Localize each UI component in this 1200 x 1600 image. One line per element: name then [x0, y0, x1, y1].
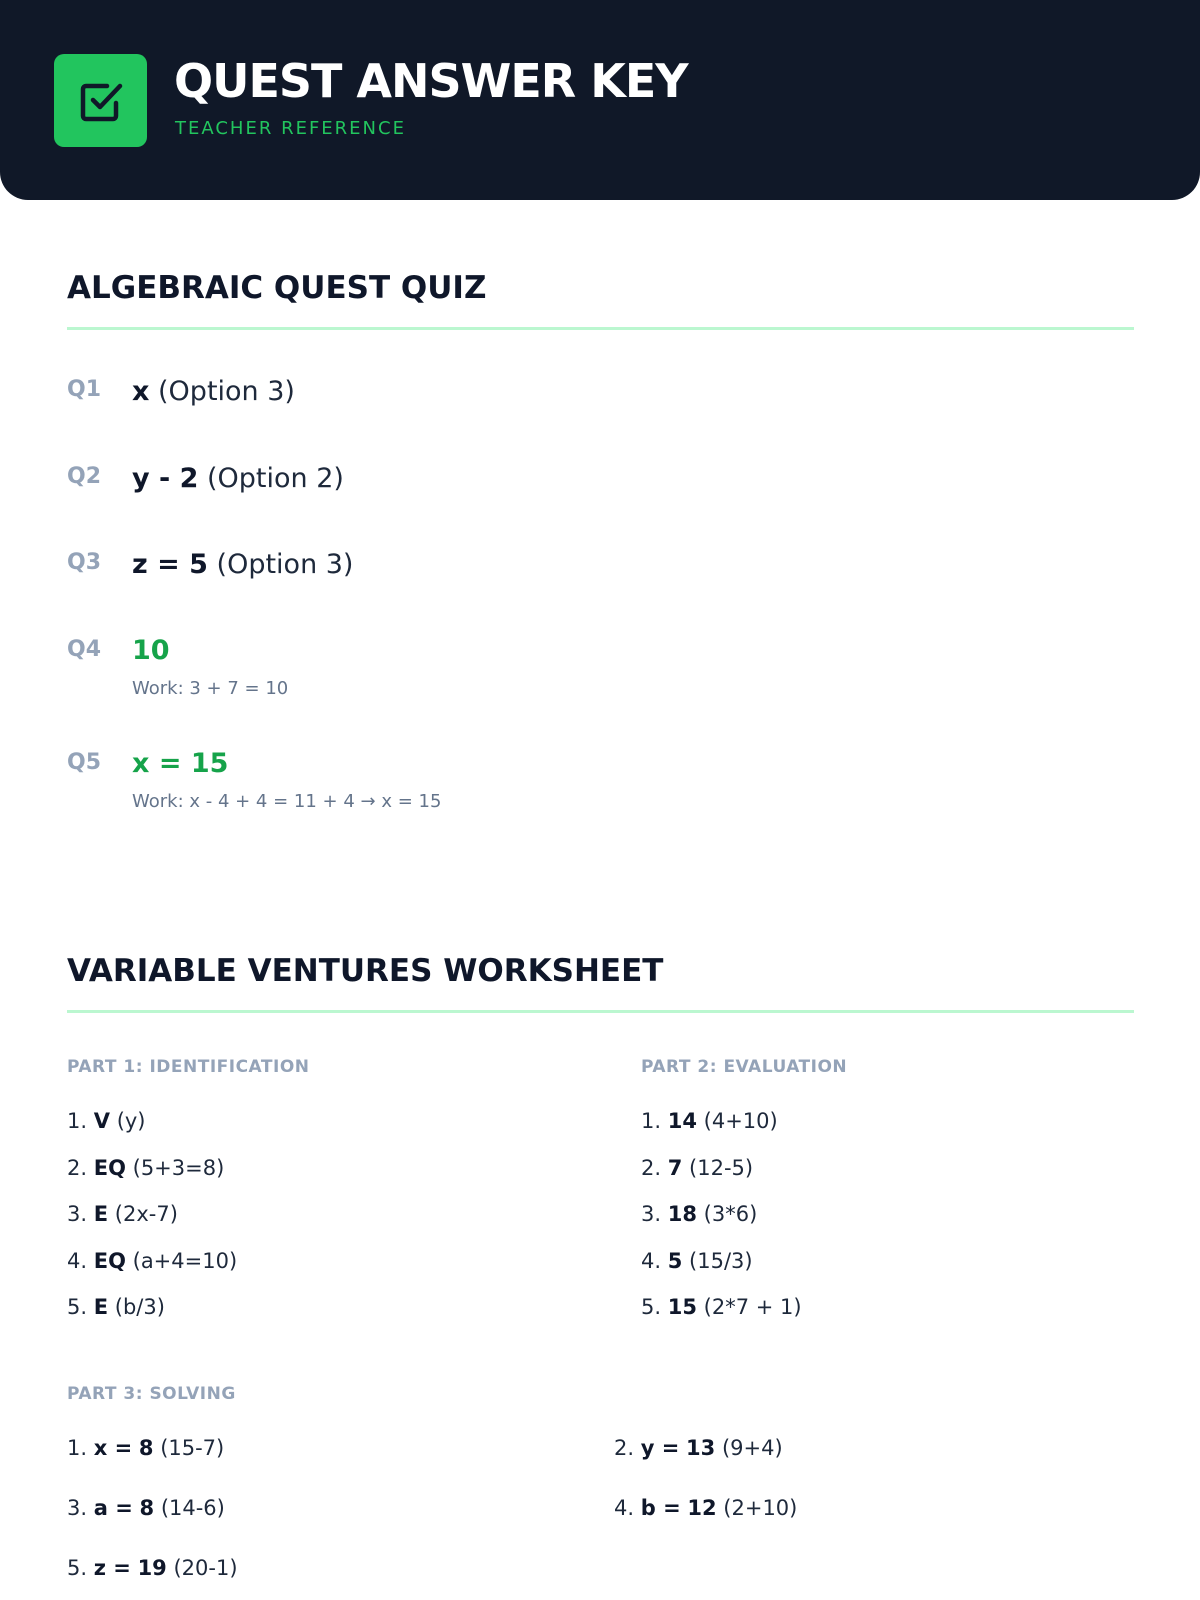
item-variable: x = [93, 1436, 133, 1460]
answer-value: 10 [132, 635, 170, 666]
list-item [641, 1109, 778, 1133]
check-square-icon [76, 76, 126, 126]
list-item [67, 1436, 224, 1460]
page-header [0, 0, 1200, 200]
item-detail: (9+4) [721, 1436, 783, 1460]
item-detail: (15/3) [689, 1249, 753, 1273]
list-item [614, 1496, 797, 1520]
list-item [641, 1156, 753, 1180]
item-detail: (4+10) [703, 1109, 778, 1133]
answer-value: x = 15 [132, 748, 229, 779]
item-number: 2. [614, 1436, 635, 1460]
question-answer [132, 376, 295, 407]
item-number: 5. [67, 1295, 88, 1319]
page-subtitle: TEACHER REFERENCE [175, 118, 406, 139]
item-variable: z = [93, 1556, 131, 1580]
part2-title: PART 2: EVALUATION [641, 1057, 848, 1077]
list-item [67, 1249, 237, 1273]
item-answer: 8 [139, 1496, 155, 1520]
item-answer: 8 [138, 1436, 154, 1460]
question-label: Q5 [67, 750, 102, 775]
item-answer: EQ [93, 1156, 126, 1180]
item-detail: (2x-7) [114, 1202, 178, 1226]
item-answer: 13 [686, 1436, 716, 1460]
question-label: Q2 [67, 464, 102, 489]
item-answer: 14 [667, 1109, 697, 1133]
item-number: 4. [614, 1496, 635, 1520]
item-answer: 7 [667, 1156, 683, 1180]
list-item [67, 1295, 165, 1319]
list-item [67, 1202, 178, 1226]
item-detail: (3*6) [703, 1202, 758, 1226]
answer-value: z = 5 [132, 549, 208, 580]
part1-title: PART 1: IDENTIFICATION [67, 1057, 310, 1077]
work-text: Work: 3 + 7 = 10 [132, 678, 289, 699]
item-answer: 5 [667, 1249, 683, 1273]
item-number: 4. [641, 1249, 662, 1273]
item-variable: y = [640, 1436, 680, 1460]
list-item [67, 1109, 146, 1133]
part3-title: PART 3: SOLVING [67, 1384, 236, 1404]
work-text: Work: x - 4 + 4 = 11 + 4 → x = 15 [132, 791, 442, 812]
item-variable: b = [640, 1496, 681, 1520]
item-detail: (20-1) [173, 1556, 238, 1580]
list-item [67, 1556, 238, 1580]
answer-value: y - 2 [132, 463, 199, 494]
item-number: 1. [67, 1109, 88, 1133]
item-detail: (12-5) [689, 1156, 754, 1180]
quiz-divider [67, 327, 1134, 330]
item-number: 2. [641, 1156, 662, 1180]
item-number: 3. [67, 1202, 88, 1226]
item-number: 5. [641, 1295, 662, 1319]
list-item [641, 1249, 753, 1273]
item-number: 3. [641, 1202, 662, 1226]
item-detail: (2+10) [723, 1496, 798, 1520]
logo-badge [54, 54, 147, 147]
list-item [641, 1202, 757, 1226]
list-item [614, 1436, 783, 1460]
answer-option: (Option 2) [207, 463, 344, 494]
item-answer: 18 [667, 1202, 697, 1226]
item-number: 5. [67, 1556, 88, 1580]
list-item [641, 1295, 802, 1319]
answer-option: (Option 3) [158, 376, 295, 407]
worksheet-divider [67, 1010, 1134, 1013]
question-label: Q4 [67, 637, 102, 662]
item-number: 1. [641, 1109, 662, 1133]
question-label: Q1 [67, 377, 102, 402]
item-number: 3. [67, 1496, 88, 1520]
answer-option: (Option 3) [216, 549, 354, 580]
item-answer: E [93, 1202, 109, 1226]
worksheet-section-title: VARIABLE VENTURES WORKSHEET [67, 953, 664, 989]
item-answer: 19 [137, 1556, 167, 1580]
item-answer: V [93, 1109, 110, 1133]
page-title: QUEST ANSWER KEY [174, 54, 688, 108]
question-answer [132, 463, 344, 494]
item-number: 2. [67, 1156, 88, 1180]
item-detail: (y) [116, 1109, 146, 1133]
item-detail: (14-6) [160, 1496, 225, 1520]
item-answer: 12 [687, 1496, 717, 1520]
item-detail: (5+3=8) [132, 1156, 225, 1180]
item-detail: (2*7 + 1) [703, 1295, 802, 1319]
item-number: 4. [67, 1249, 88, 1273]
question-label: Q3 [67, 550, 102, 575]
item-detail: (b/3) [114, 1295, 165, 1319]
quiz-section-title: ALGEBRAIC QUEST QUIZ [67, 270, 487, 306]
list-item [67, 1496, 225, 1520]
question-answer [132, 549, 353, 580]
item-answer: E [93, 1295, 109, 1319]
item-answer: 15 [667, 1295, 697, 1319]
item-variable: a = [93, 1496, 133, 1520]
item-detail: (15-7) [160, 1436, 225, 1460]
list-item [67, 1156, 224, 1180]
item-answer: EQ [93, 1249, 126, 1273]
item-detail: (a+4=10) [132, 1249, 238, 1273]
answer-value: x [132, 376, 150, 407]
item-number: 1. [67, 1436, 88, 1460]
